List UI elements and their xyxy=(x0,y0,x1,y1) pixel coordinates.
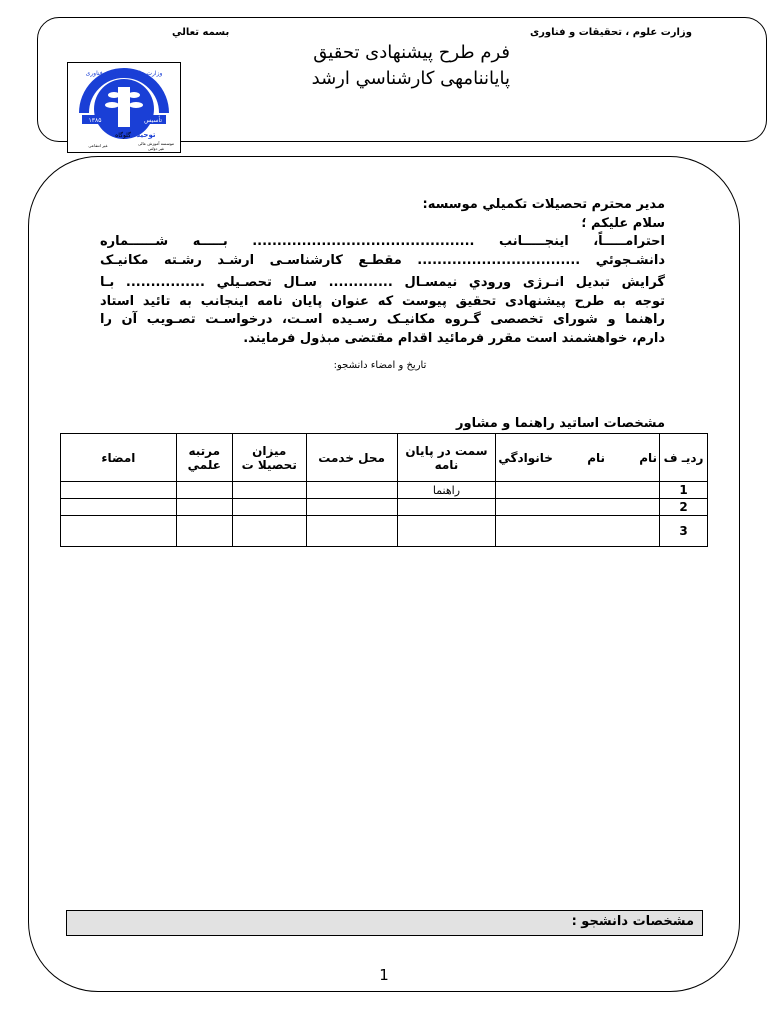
letter-line: مدير محترم تحصيلات تكميلي موسسه: xyxy=(422,197,665,212)
advisor-workplace-cell[interactable] xyxy=(306,499,397,516)
letter-line: گرایش تبدیل انـرژی ورودي نيمسـال ............. سـال تحصـيلي ................ بـا xyxy=(100,275,665,290)
advisor-education-cell[interactable] xyxy=(232,499,306,516)
letter-line: توجه به طرح پیشنهادی تحقیق پیوست که عنوان پایان نامه اینجانب به تائید استاد xyxy=(100,293,665,309)
form-title-line2: پایاننامهی کارشناسي ارشد xyxy=(311,68,510,89)
letter-line: دارم، خواهشمند است مقرر فرمائید اقدام مقتضی مبذول فرمایند. xyxy=(243,330,665,346)
advisor-education-cell[interactable] xyxy=(232,516,306,547)
logo-city: گلوگاه xyxy=(115,132,131,139)
ministry-label: وزارت علوم ، تحقیقات و فناوری xyxy=(530,27,692,38)
logo-subtitle3: غیر انتفاعی xyxy=(88,143,108,148)
advisor-rank-cell[interactable] xyxy=(176,499,232,516)
request-letter xyxy=(100,196,665,348)
table-row xyxy=(61,482,708,499)
row-number: 3 xyxy=(660,516,708,547)
col-header-role: سمت در پايان نامه xyxy=(397,434,496,482)
logo-name: توحید xyxy=(136,131,156,139)
advisor-workplace-cell[interactable] xyxy=(306,516,397,547)
advisor-role-cell[interactable] xyxy=(397,499,496,516)
advisor-name-cell[interactable] xyxy=(496,516,660,547)
letter-line: راهنما و شورای تخصصی گـروه مکانیـک رسـیده اسـت، درخواسـت تصـویب آن را xyxy=(100,312,665,327)
advisor-role-cell: راهنما xyxy=(397,482,496,499)
advisor-rank-cell[interactable] xyxy=(176,516,232,547)
bismillah-label: بسمه تعالي xyxy=(172,27,230,38)
page-number: 1 xyxy=(379,966,389,984)
student-info-label: مشخصات دانشجو : xyxy=(571,914,694,929)
institute-logo xyxy=(67,62,181,153)
advisor-signature-cell[interactable] xyxy=(61,499,177,516)
form-title-line1: فرم طرح پیشنهادی تحقیق xyxy=(313,42,510,63)
form-title xyxy=(220,40,510,92)
row-number: 2 xyxy=(660,499,708,516)
letter-line: سلام عليكم ؛ xyxy=(581,215,665,231)
advisor-rank-cell[interactable] xyxy=(176,482,232,499)
logo-subtitle2: غیر دولتی xyxy=(147,146,165,151)
col-header-signature: امضاء xyxy=(61,434,177,482)
table-header-row xyxy=(61,434,708,482)
advisors-section-title: مشخصات اساتيد راهنما و مشاور xyxy=(456,416,665,431)
letter-line: احترامـــــاً، اینجـــــانب ............................................. بـــــه شــــــماره xyxy=(100,234,665,249)
col-header-workplace: محل خدمت xyxy=(306,434,397,482)
col-header-rank: مرتبه علمي xyxy=(176,434,232,482)
advisor-name-cell[interactable] xyxy=(496,499,660,516)
col-header-row-number: رديـ ف xyxy=(660,434,708,482)
logo-subtitle1: موسسه آموزش عالی xyxy=(137,141,175,146)
student-info-bar xyxy=(66,910,703,936)
advisor-workplace-cell[interactable] xyxy=(306,482,397,499)
student-signature-label: تاریخ و امضاء دانشجو: xyxy=(333,360,427,371)
advisor-signature-cell[interactable] xyxy=(61,516,177,547)
table-row xyxy=(61,499,708,516)
advisor-name-cell[interactable] xyxy=(496,482,660,499)
table-row xyxy=(61,516,708,547)
logo-year: ۱۳۸۵ xyxy=(88,117,102,124)
col-header-education: ميزان تحصيلا ت xyxy=(232,434,306,482)
col-header-name: نام نام خانوادگي xyxy=(496,434,660,482)
advisor-role-cell[interactable] xyxy=(397,516,496,547)
row-number: 1 xyxy=(660,482,708,499)
logo-top-text: وزارت علوم تحقیقات و فناوری xyxy=(85,70,163,77)
advisors-table xyxy=(60,433,708,547)
advisor-education-cell[interactable] xyxy=(232,482,306,499)
logo-est: تأسیس xyxy=(144,117,162,124)
letter-line: دانشـجوئي ................................. مقطـع کارشناسـی ارشـد رشـته مکانیـک xyxy=(100,252,665,268)
advisor-signature-cell[interactable] xyxy=(61,482,177,499)
